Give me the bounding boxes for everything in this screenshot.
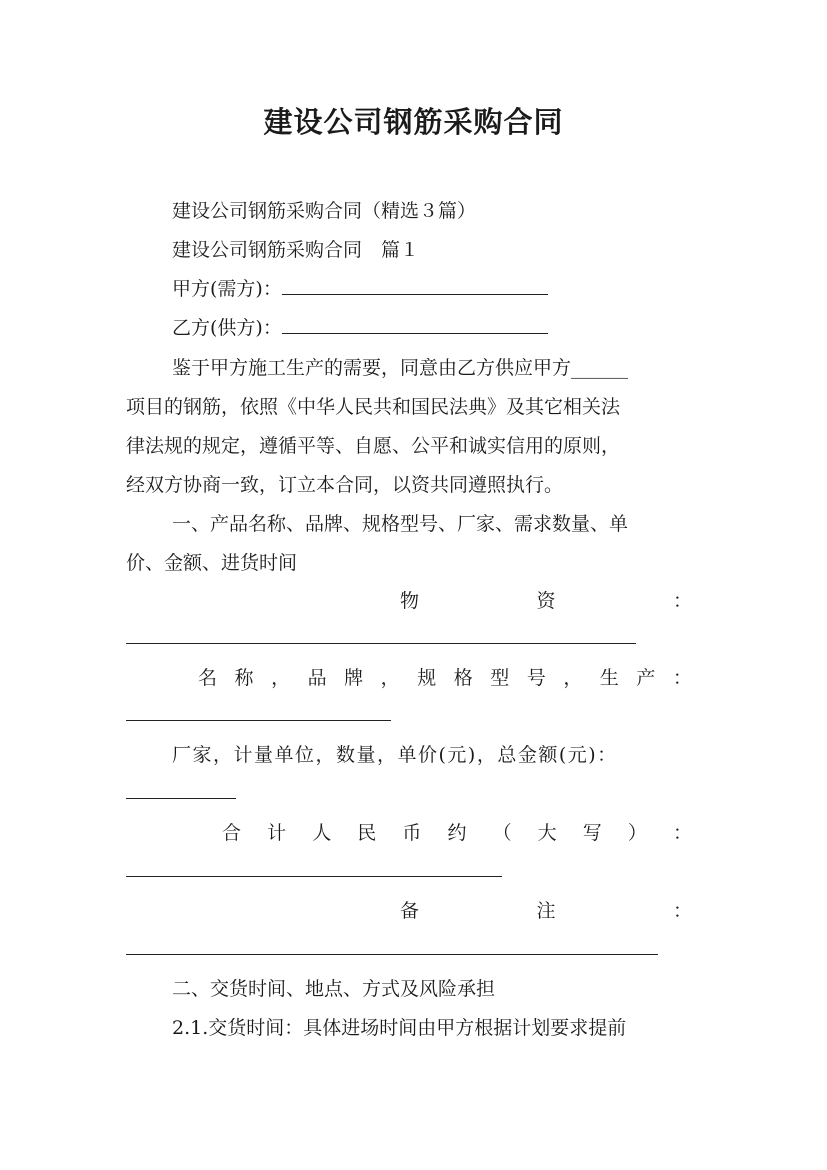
char: ）: [627, 822, 647, 844]
char: 资: [536, 590, 556, 612]
field-total: [222, 820, 692, 846]
article-title: 建设公司钢筋采购合同 篇１: [172, 239, 420, 261]
clause-2-1: 2.1.交货时间：具体进场时间由甲方根据计划要求提前: [172, 1017, 627, 1039]
document-title: 建设公司钢筋采购合同: [263, 105, 564, 139]
char: 型: [490, 667, 510, 689]
char: 大: [537, 822, 557, 844]
para1-line1: 鉴于甲方施工生产的需要，同意由乙方供应甲方______: [172, 357, 629, 379]
char: 计: [267, 822, 287, 844]
char: 币: [402, 822, 422, 844]
char: 民: [357, 822, 377, 844]
field-factory: 厂家，计量单位，数量，单价(元)，总金额(元)：: [172, 744, 618, 766]
char: ，: [380, 667, 400, 689]
char: 人: [312, 822, 332, 844]
char: 生: [599, 667, 619, 689]
char: 格: [453, 667, 473, 689]
char: 规: [417, 667, 437, 689]
section1-line1: 一、产品名称、品牌、规格型号、厂家、需求数量、单: [172, 513, 629, 535]
para1-line2: 项目的钢筋，依照《中华人民共和国民法典》及其它相关法: [126, 396, 621, 418]
char: 约: [447, 822, 467, 844]
party-b-blank: [282, 315, 548, 334]
char: 产: [636, 667, 656, 689]
party-a-label: 甲方(需方)：: [172, 278, 282, 300]
char: ，: [563, 667, 583, 689]
char: 称: [234, 667, 254, 689]
para1-line4: 经双方协商一致，订立本合同，以资共同遵照执行。: [126, 474, 564, 496]
char: 注: [536, 900, 556, 922]
char: （: [492, 822, 512, 844]
factory-blank: [126, 798, 236, 799]
section1-line2: 价、金额、进货时间: [126, 552, 298, 574]
char: ：: [672, 900, 692, 922]
field-name: [198, 665, 692, 691]
material-blank: [126, 643, 636, 644]
party-b-label: 乙方(供方)：: [172, 317, 282, 339]
field-remark: [400, 898, 692, 924]
remark-blank: [126, 954, 658, 955]
char: ：: [672, 590, 692, 612]
party-a-blank: [282, 276, 548, 295]
party-b-row: [172, 315, 548, 341]
intro-title: 建设公司钢筋采购合同（精选３篇）: [172, 200, 477, 222]
char: 写: [582, 822, 602, 844]
char: 号: [526, 667, 546, 689]
char: ：: [672, 667, 692, 689]
party-a-row: [172, 276, 548, 302]
total-blank: [126, 876, 502, 877]
field-material: [400, 588, 692, 614]
char: ，: [271, 667, 291, 689]
section2-heading: 二、交货时间、地点、方式及风险承担: [172, 978, 496, 1000]
para1-line3: 律法规的规定，遵循平等、自愿、公平和诚实信用的原则，: [126, 435, 621, 457]
char: 物: [400, 590, 420, 612]
char: 品: [307, 667, 327, 689]
name-blank: [126, 720, 391, 721]
char: 牌: [344, 667, 364, 689]
char: 合: [222, 822, 242, 844]
char: ：: [672, 822, 692, 844]
char: 名: [198, 667, 218, 689]
char: 备: [400, 900, 420, 922]
